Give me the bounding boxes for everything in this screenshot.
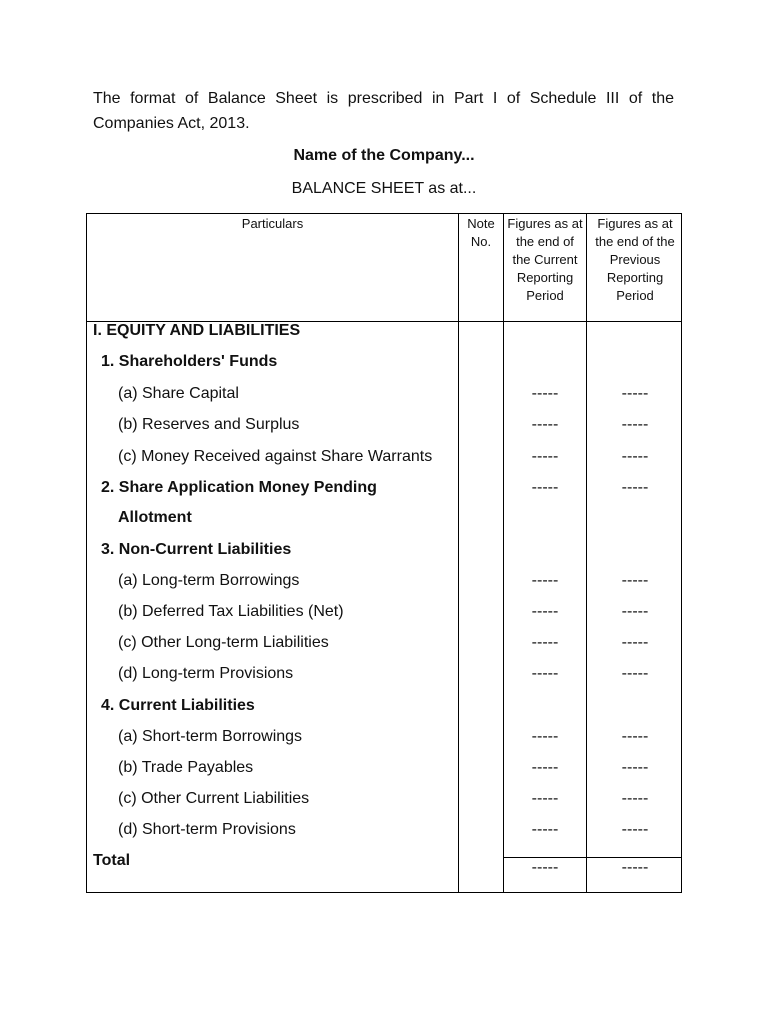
table-row: [87, 541, 681, 572]
total-label: Total: [93, 852, 131, 869]
table-row-total: [87, 852, 681, 883]
current-value: -----: [531, 603, 559, 620]
row-label: I. EQUITY AND LIABILITIES: [93, 322, 301, 339]
current-value: -----: [531, 728, 559, 745]
current-value: -----: [531, 821, 559, 838]
previous-value: -----: [621, 479, 649, 496]
current-value: -----: [531, 448, 559, 465]
table-row: [87, 353, 681, 384]
table-row: [87, 385, 681, 416]
row-label: 3. Non-Current Liabilities: [101, 541, 292, 558]
previous-value: -----: [621, 448, 649, 465]
row-label: (d) Long-term Provisions: [118, 665, 294, 682]
header-particulars: Particulars: [241, 216, 304, 231]
current-value: -----: [531, 416, 559, 433]
total-previous-value: -----: [621, 859, 649, 876]
current-value: -----: [531, 572, 559, 589]
current-value: -----: [531, 790, 559, 807]
row-label: Allotment: [118, 509, 192, 526]
row-label: 4. Current Liabilities: [101, 697, 255, 714]
table-row: [87, 759, 681, 790]
row-label: (b) Reserves and Surplus: [118, 416, 300, 433]
table-row: [87, 416, 681, 447]
previous-value: -----: [621, 634, 649, 651]
table-row: [87, 572, 681, 603]
intro-paragraph: The format of Balance Sheet is prescribed in Part I of Schedule III of the Companies Act, 2013.: [93, 90, 674, 132]
row-label: 1. Shareholders' Funds: [101, 353, 278, 370]
previous-value: -----: [621, 759, 649, 776]
row-label: (a) Long-term Borrowings: [118, 572, 300, 589]
table-row: [87, 728, 681, 759]
current-value: -----: [531, 665, 559, 682]
row-label: (a) Share Capital: [118, 385, 239, 402]
row-label: (b) Trade Payables: [118, 759, 254, 776]
balance-sheet-table: [86, 213, 682, 893]
row-label: (a) Short-term Borrowings: [118, 728, 303, 745]
current-value: -----: [531, 385, 559, 402]
balance-sheet-title: BALANCE SHEET as at...: [291, 180, 477, 197]
previous-value: -----: [621, 728, 649, 745]
company-name: Name of the Company...: [293, 147, 475, 164]
table-row: [87, 448, 681, 479]
table-row: [87, 790, 681, 821]
table-row: [87, 634, 681, 665]
row-label: (c) Other Long-term Liabilities: [118, 634, 329, 651]
total-current-value: -----: [531, 859, 559, 876]
table-row: [87, 479, 681, 510]
table-row: [87, 821, 681, 852]
previous-value: -----: [621, 416, 649, 433]
current-value: -----: [531, 479, 559, 496]
table-row: [87, 322, 681, 353]
previous-value: -----: [621, 665, 649, 682]
header-note-no: Note No.: [467, 216, 495, 249]
header-previous-period: Figures as at the end of the Previous Reporting Period: [595, 216, 675, 303]
row-label: (b) Deferred Tax Liabilities (Net): [118, 603, 344, 620]
table-row: [87, 509, 681, 540]
previous-value: -----: [621, 572, 649, 589]
row-label: (c) Other Current Liabilities: [118, 790, 310, 807]
header-current-period: Figures as at the end of the Current Reporting Period: [507, 216, 583, 303]
table-row: [87, 665, 681, 696]
row-label: 2. Share Application Money Pending: [101, 479, 377, 496]
row-label: (d) Short-term Provisions: [118, 821, 296, 838]
previous-value: -----: [621, 603, 649, 620]
table-row: [87, 603, 681, 634]
previous-value: -----: [621, 821, 649, 838]
previous-value: -----: [621, 385, 649, 402]
current-value: -----: [531, 759, 559, 776]
previous-value: -----: [621, 790, 649, 807]
current-value: -----: [531, 634, 559, 651]
table-row: [87, 697, 681, 728]
row-label: (c) Money Received against Share Warrants: [118, 448, 433, 465]
